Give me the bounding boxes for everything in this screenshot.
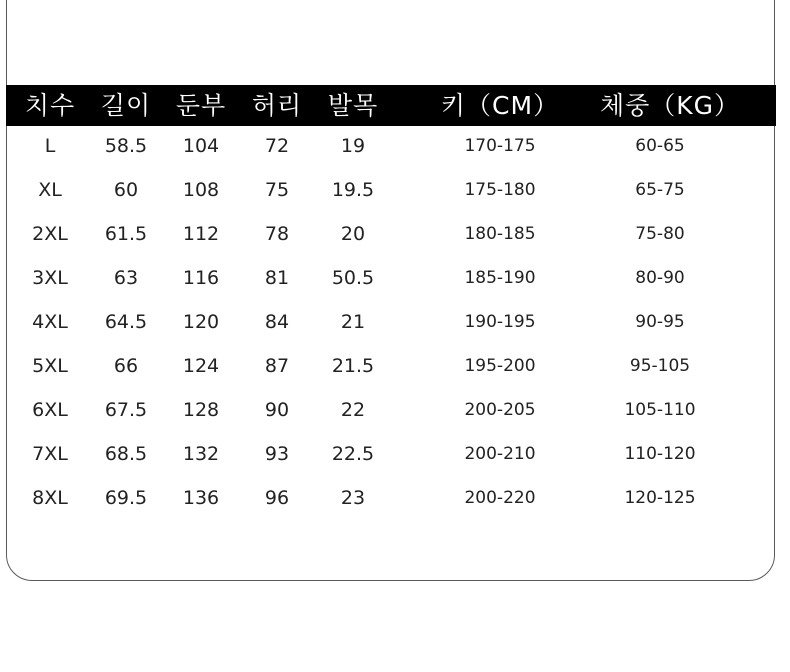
cell-waist: 75	[264, 179, 290, 201]
cell-hip: 128	[182, 399, 220, 421]
cell-size: 3XL	[32, 267, 68, 289]
cell-length: 67.5	[104, 399, 148, 421]
cell-height: 195-200	[464, 356, 536, 376]
cell-size: 6XL	[32, 399, 68, 421]
cell-weight: 60-65	[635, 136, 685, 156]
cell-height: 175-180	[464, 180, 536, 200]
cell-waist: 87	[264, 355, 290, 377]
cell-hip: 116	[182, 267, 220, 289]
cell-waist: 96	[264, 487, 290, 509]
table-row	[0, 344, 790, 388]
cell-ankle: 50.5	[331, 267, 375, 289]
cell-size: 7XL	[32, 443, 68, 465]
cell-ankle: 21.5	[331, 355, 375, 377]
size-table-header	[6, 85, 776, 126]
cell-waist: 72	[264, 135, 290, 157]
cell-hip: 132	[182, 443, 220, 465]
cell-ankle: 22	[340, 399, 366, 421]
cell-length: 68.5	[104, 443, 148, 465]
cell-length: 61.5	[104, 223, 148, 245]
header-waist: 허리	[251, 91, 303, 120]
table-row	[0, 124, 790, 168]
cell-ankle: 22.5	[331, 443, 375, 465]
cell-waist: 93	[264, 443, 290, 465]
cell-height: 200-220	[464, 488, 536, 508]
cell-weight: 95-105	[629, 356, 691, 376]
cell-height: 200-210	[464, 444, 536, 464]
cell-length: 58.5	[104, 135, 148, 157]
table-row	[0, 432, 790, 476]
cell-length: 69.5	[104, 487, 148, 509]
table-row	[0, 256, 790, 300]
cell-length: 66	[113, 355, 139, 377]
header-height-cm: 키（CM）	[440, 91, 560, 120]
cell-ankle: 19.5	[331, 179, 375, 201]
cell-weight: 65-75	[635, 180, 685, 200]
cell-weight: 80-90	[635, 268, 685, 288]
cell-weight: 75-80	[635, 224, 685, 244]
cell-weight: 110-120	[624, 444, 696, 464]
cell-size: 4XL	[32, 311, 68, 333]
cell-ankle: 19	[340, 135, 366, 157]
cell-height: 185-190	[464, 268, 536, 288]
cell-ankle: 23	[340, 487, 366, 509]
header-hip: 둔부	[175, 91, 227, 120]
cell-waist: 81	[264, 267, 290, 289]
header-length: 길이	[100, 91, 152, 120]
cell-waist: 90	[264, 399, 290, 421]
cell-length: 63	[113, 267, 139, 289]
cell-size: L	[44, 135, 56, 157]
cell-height: 170-175	[464, 136, 536, 156]
cell-waist: 78	[264, 223, 290, 245]
cell-height: 190-195	[464, 312, 536, 332]
cell-size: XL	[38, 179, 62, 201]
cell-size: 8XL	[32, 487, 68, 509]
header-weight-kg: 체중（KG）	[599, 91, 741, 120]
cell-weight: 90-95	[635, 312, 685, 332]
table-row	[0, 168, 790, 212]
cell-hip: 136	[182, 487, 220, 509]
cell-weight: 105-110	[624, 400, 696, 420]
cell-length: 60	[113, 179, 139, 201]
cell-hip: 112	[182, 223, 220, 245]
header-size: 치수	[24, 91, 76, 120]
cell-size: 2XL	[32, 223, 68, 245]
table-row	[0, 212, 790, 256]
table-row	[0, 300, 790, 344]
cell-height: 200-205	[464, 400, 536, 420]
cell-hip: 104	[182, 135, 220, 157]
cell-ankle: 20	[340, 223, 366, 245]
header-ankle: 발목	[327, 91, 379, 120]
cell-ankle: 21	[340, 311, 366, 333]
cell-waist: 84	[264, 311, 290, 333]
cell-hip: 120	[182, 311, 220, 333]
cell-size: 5XL	[32, 355, 68, 377]
cell-hip: 108	[182, 179, 220, 201]
cell-weight: 120-125	[624, 488, 696, 508]
cell-length: 64.5	[104, 311, 148, 333]
table-row	[0, 388, 790, 432]
table-row	[0, 476, 790, 520]
cell-height: 180-185	[464, 224, 536, 244]
cell-hip: 124	[182, 355, 220, 377]
